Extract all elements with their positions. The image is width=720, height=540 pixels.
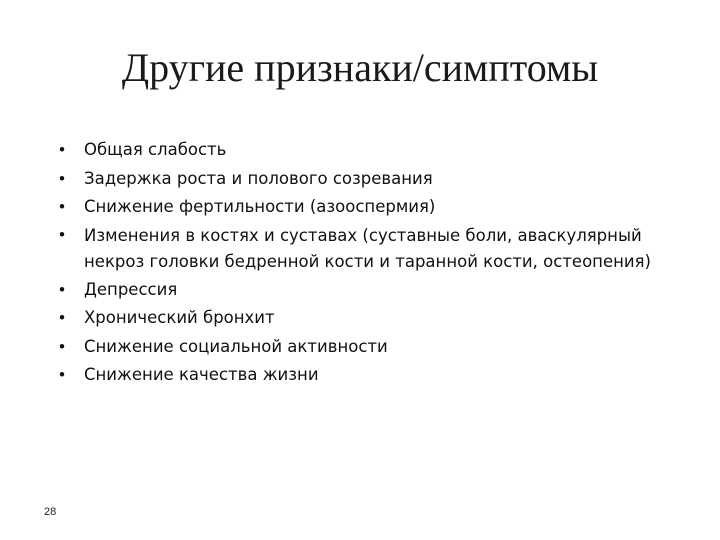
bullet-icon: • xyxy=(59,280,65,299)
bullet-icon: • xyxy=(59,141,65,159)
bullet-icon: • xyxy=(59,309,65,327)
list-item xyxy=(56,276,656,305)
list-item xyxy=(56,222,656,276)
list-item xyxy=(56,193,656,222)
list-item-text: Общая слабость xyxy=(84,140,227,159)
list-item xyxy=(56,165,656,194)
list-item xyxy=(56,136,656,165)
bullet-icon: • xyxy=(59,169,65,188)
page-number: 28 xyxy=(44,506,57,518)
list-item-text: Снижение качества жизни xyxy=(84,365,319,384)
symptom-list xyxy=(56,136,656,390)
list-item xyxy=(56,361,656,390)
list-item-text: Изменения в костях и суставах (суставные боли, аваскулярный некроз головки бедренной кости и таранной кости, остеопения) xyxy=(84,225,651,271)
list-item-text: Хронический бронхит xyxy=(84,308,275,327)
slide-title: Другие признаки/симптомы xyxy=(121,45,599,90)
list-item-text: Депрессия xyxy=(84,279,178,299)
bullet-icon: • xyxy=(59,337,65,356)
list-item xyxy=(56,333,656,362)
list-item xyxy=(56,304,656,333)
bullet-icon: • xyxy=(59,198,65,216)
bullet-icon: • xyxy=(59,366,65,384)
list-item-text: Снижение фертильности (азооспермия) xyxy=(84,197,436,216)
list-item-text: Снижение социальной активности xyxy=(84,336,388,356)
bullet-icon: • xyxy=(59,225,65,244)
list-item-text: Задержка роста и полового созревания xyxy=(84,168,433,188)
